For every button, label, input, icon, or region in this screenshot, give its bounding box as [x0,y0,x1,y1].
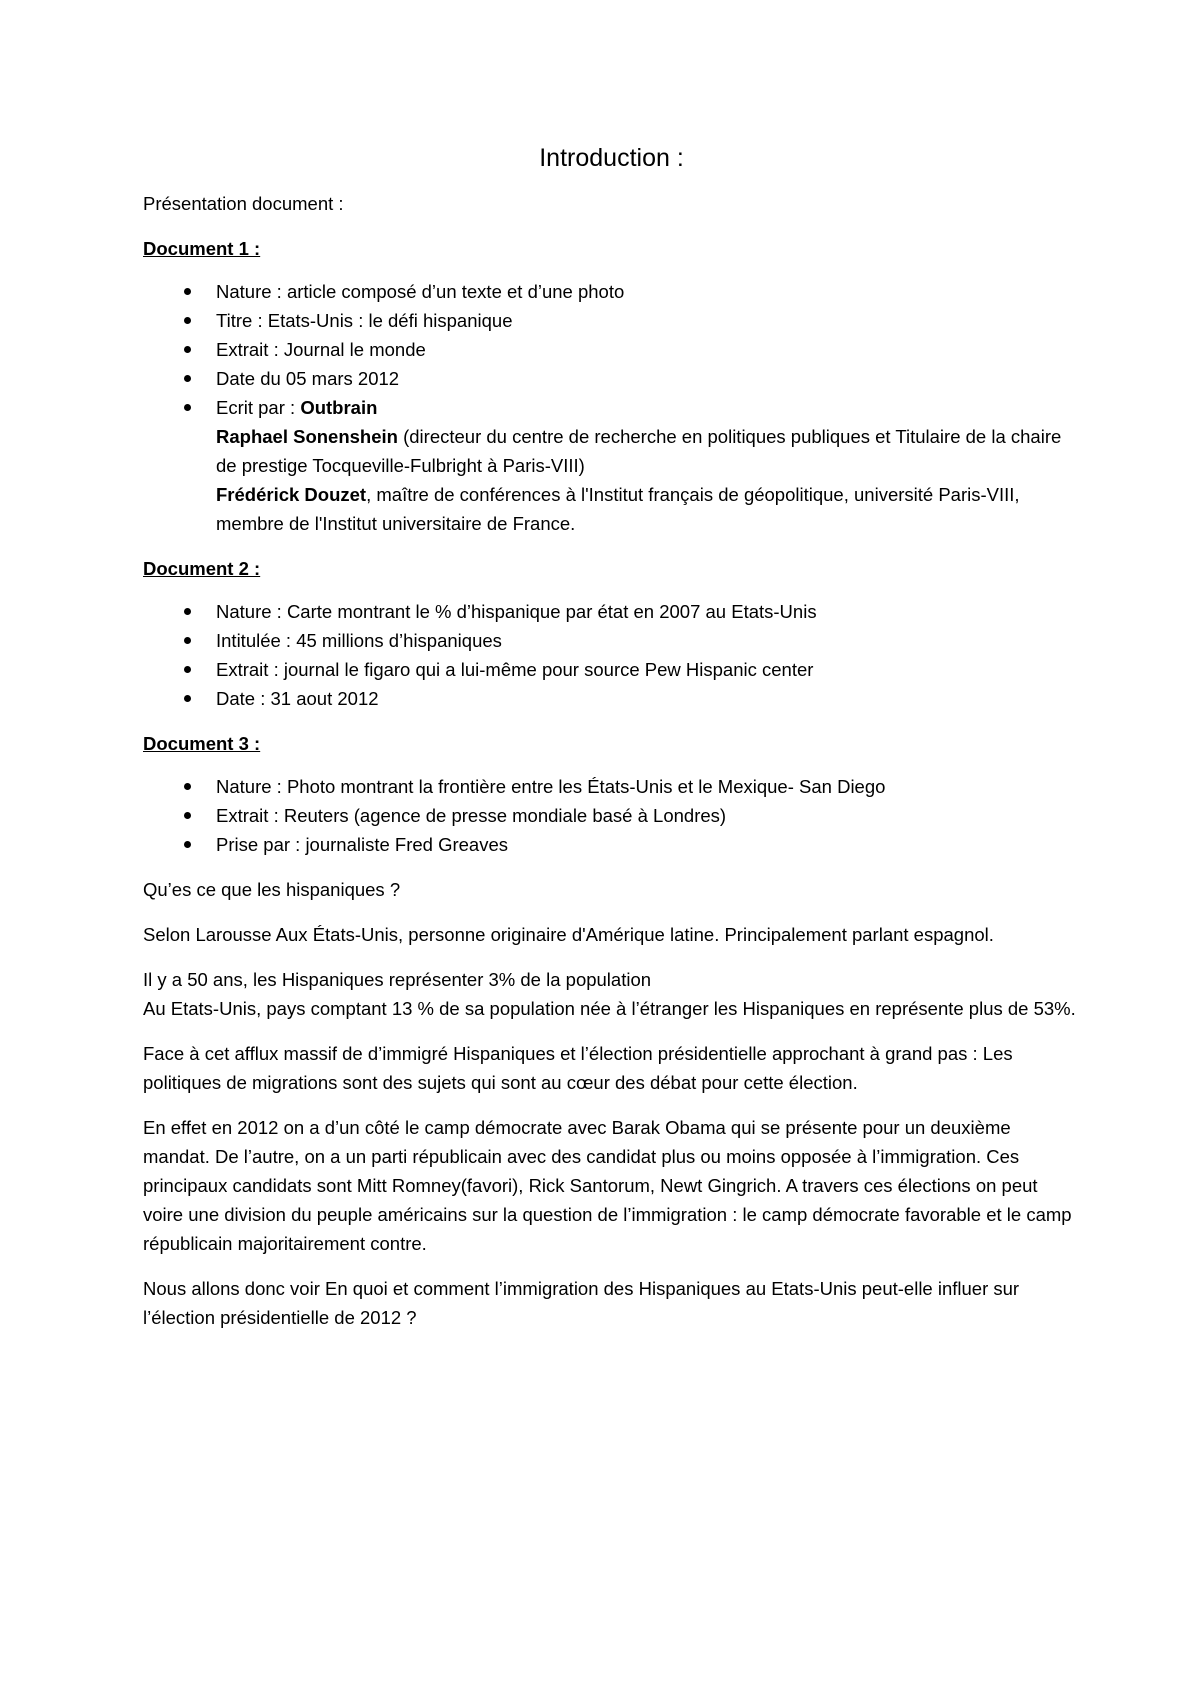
list-item: Nature : Photo montrant la frontière entre les États-Unis et le Mexique- San Diego [216,772,1080,801]
stats-paragraph [143,965,1080,1023]
list-item: Nature : article composé d’un texte et d’une photo [216,277,1080,306]
list-item: Nature : Carte montrant le % d’hispanique par état en 2007 au Etats-Unis [216,597,1080,626]
stats-line-2: Au Etats-Unis, pays comptant 13 % de sa population née à l’étranger les Hispaniques en représente plus de 53%. [143,998,1076,1019]
list-item: Extrait : Journal le monde [216,335,1080,364]
stats-line-1: Il y a 50 ans, les Hispaniques représenter 3% de la population [143,969,652,990]
list-item: Extrait : Reuters (agence de presse mondiale basé à Londres) [216,801,1080,830]
larousse-paragraph: Selon Larousse Aux États-Unis, personne originaire d'Amérique latine. Principalement parlant espagnol. [143,924,994,945]
page-title: Introduction : [539,144,684,172]
author1-name: Raphael Sonenshein [216,426,398,447]
author2-desc: , maître de conférences à l'Institut français de géopolitique, université Paris-VIII, membre de l'Institut universitaire de France. [216,484,1020,534]
doc2-heading: Document 2 : [143,558,261,579]
presentation-label: Présentation document : [143,193,344,214]
list-item-authors [216,393,1080,538]
ecrit-name: Outbrain [300,397,378,418]
question-paragraph: Qu’es ce que les hispaniques ? [143,879,401,900]
doc3-heading: Document 3 : [143,733,261,754]
list-item: Date : 31 aout 2012 [216,684,1080,713]
author1-desc: (directeur du centre de recherche en politiques publiques et Titulaire de la chaire de prestige Tocqueville-Fulbright à Paris-VIII) [216,426,1062,476]
doc1-heading: Document 1 : [143,238,261,259]
list-item: Prise par : journaliste Fred Greaves [216,830,1080,859]
doc1-list [143,277,1080,538]
list-item: Date du 05 mars 2012 [216,364,1080,393]
conclusion-paragraph: Nous allons donc voir En quoi et comment l’immigration des Hispaniques au Etats-Unis peut-elle influer sur l’élection présidentielle de 2012 ? [143,1278,1020,1328]
list-item: Intitulée : 45 millions d’hispaniques [216,626,1080,655]
ecrit-prefix: Ecrit par : [216,397,301,418]
list-item: Titre : Etats-Unis : le défi hispanique [216,306,1080,335]
effet-paragraph: En effet en 2012 on a d’un côté le camp démocrate avec Barak Obama qui se présente pour un deuxième mandat. De l’autre, on a un parti républicain avec des candidat plus ou moins opposée à l’immigration. Ces principaux candidats sont Mitt Romney(favori), Rick Santorum, Newt Gingrich. A travers ces élections on peut voire une division du peuple américains sur la question de l’immigration : le camp démocrate favorable et le camp républicain majoritairement contre. [143,1117,1072,1254]
afflux-paragraph: Face à cet afflux massif de d’immigré Hispaniques et l’élection présidentielle approchant à grand pas : Les politiques de migrations sont des sujets qui sont au cœur des débat pour cette élection. [143,1043,1013,1093]
list-item: Extrait : journal le figaro qui a lui-même pour source Pew Hispanic center [216,655,1080,684]
doc2-list [143,597,1080,713]
doc3-list [143,772,1080,859]
author2-name: Frédérick Douzet [216,484,367,505]
